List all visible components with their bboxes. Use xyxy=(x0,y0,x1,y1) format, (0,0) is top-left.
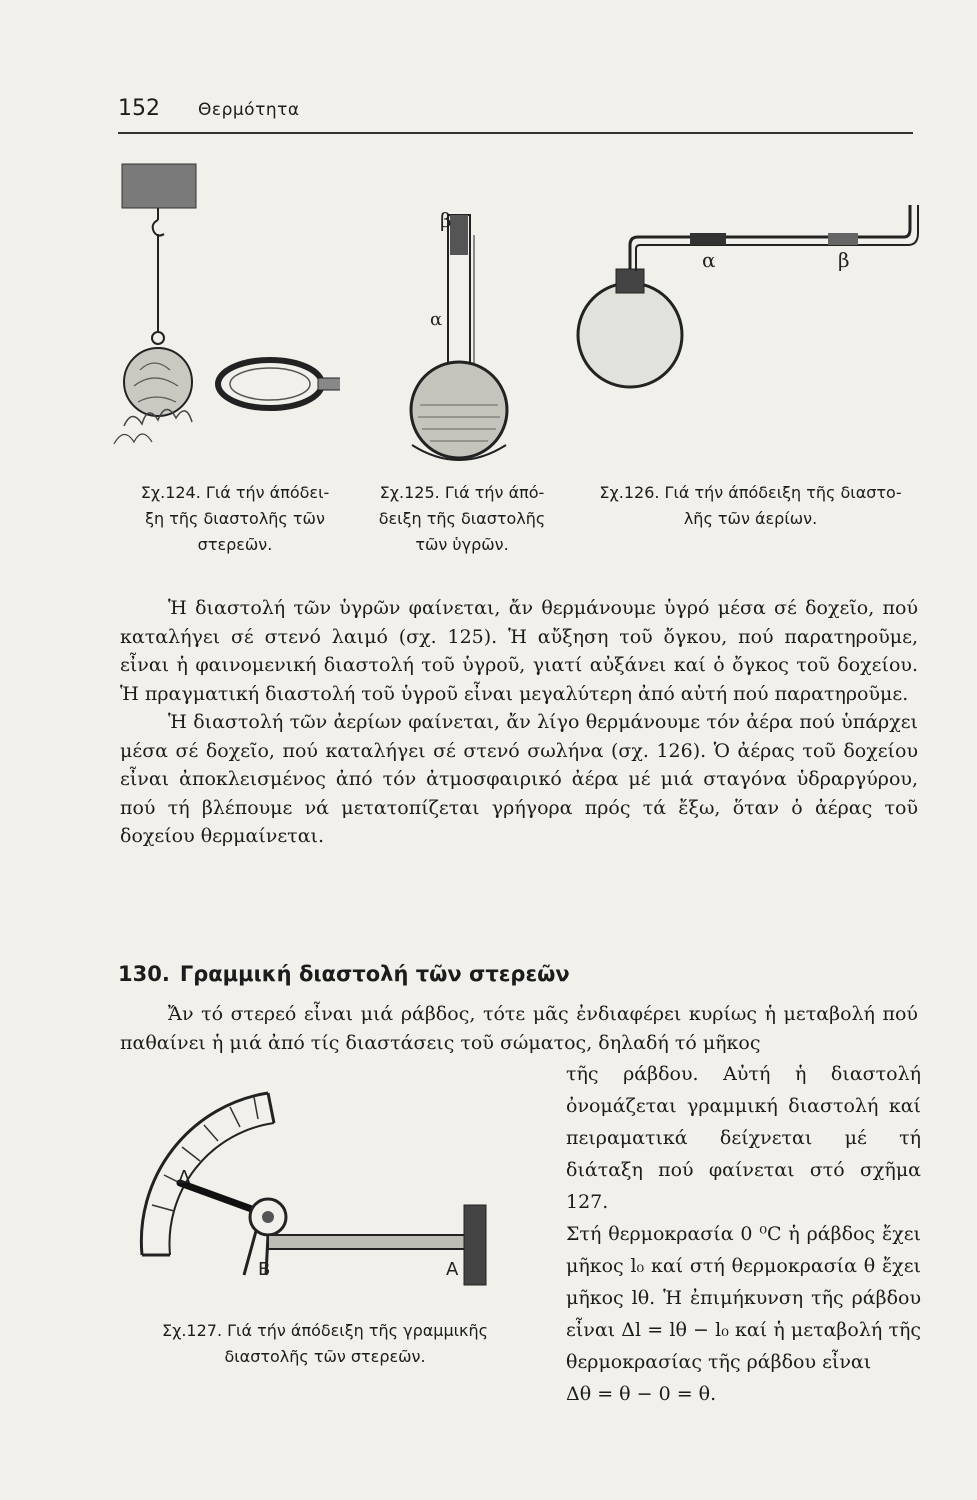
figure-127-label-b: B xyxy=(258,1259,271,1280)
paragraph-gases: Ἡ διαστολή τῶν ἀερίων φαίνεται, ἄν λίγο θερμάνουμε τόν ἀέρα πού ὑπάρχει μέσα σέ δοχεῖο, πού καταλήγει σέ στενό σωλήνα (σχ. 126). Ὁ ἀέρας τοῦ δοχείου εἶναι ἀποκλεισμένος ἀπό τόν ἀτμοσφαιρικό ἀέρα μέ μιά σταγόνα ὑδραργύρου, πού τή βλέπουμε νά μετατοπίζεται γρήγορα πρός τά ἔξω, ὅταν ὁ ἀέρας τοῦ δοχείου θερμαίνεται. xyxy=(120,711,918,847)
section-intro xyxy=(120,1000,918,1058)
paragraph-elongation: Στή θερμοκρασία 0 ⁰C ἡ ράβδος ἔχει μῆκος l₀ καί στή θερμοκρασία θ ἔχει μῆκος lθ. Ἡ ἐπιμήκυνση τῆς ράβδου εἶναι Δl = lθ − l₀ καί ἡ μεταβολή τῆς θερμοκρασίας τῆς ράβδου εἶναι xyxy=(566,1223,921,1373)
paragraph-liquids: Ἡ διαστολή τῶν ὑγρῶν φαίνεται, ἄν θερμάνουμε ὑγρό μέσα σέ δοχεῖο, πού καταλήγει σέ στενό λαιμό (σχ. 125). Ἡ αὔξηση τοῦ ὄγκου, πού παρατηροῦμε, εἶναι ἡ φαινομενική διαστολή τοῦ ὑγροῦ, γιατί αὐξάνει καί ὁ ὄγκος τοῦ δοχείου. Ἡ πραγματική διαστολή τοῦ ὑγροῦ εἶναι μεγαλύτερη ἀπό αὐτή πού παρατηροῦμε. xyxy=(120,597,918,705)
section-title: Γραμμική διαστολή τῶν στερεῶν xyxy=(179,962,570,986)
section-heading xyxy=(118,962,580,986)
figure-125-illustration xyxy=(400,195,550,475)
figure-127-illustration xyxy=(128,1085,498,1305)
figure-126-label-beta: β xyxy=(838,248,850,272)
page-number: 152 xyxy=(118,96,160,121)
figure-125-label-beta: β xyxy=(440,208,452,232)
figure-126-label-alpha: α xyxy=(702,248,716,272)
figure-124-caption: Σχ.124. Γιά τήν άπόδει- ξη τῆς διαστολῆς τῶν στερεῶν. xyxy=(140,483,330,554)
right-column-text xyxy=(566,1058,921,1410)
figure-125-label-alpha: α xyxy=(430,309,443,330)
figure-127-label-delta: Δ xyxy=(178,1167,191,1188)
equation-delta-theta: Δθ = θ − 0 = θ. xyxy=(566,1383,717,1405)
figure-126-illustration xyxy=(570,185,930,395)
figure-125-caption: Σχ.125. Γιά τήν άπό- δειξη τῆς διαστολῆς τῶν ὑγρῶν. xyxy=(378,483,546,554)
section-number: 130. xyxy=(118,962,170,986)
figure-127-label-a: A xyxy=(446,1259,459,1280)
main-text-block xyxy=(120,594,918,851)
paragraph-linear-continued: τῆς ράβδου. Αὐτή ἡ διαστολή ὀνομάζεται γραμμική διαστολή καί πειραματικά δείχνεται μέ τή διάταξη πού φαίνεται στό σχῆμα 127. xyxy=(566,1063,921,1213)
figure-126-caption: Σχ.126. Γιά τήν άπόδειξη τῆς διαστο- λῆς τῶν άερίων. xyxy=(599,483,902,528)
running-title: Θερμότητα xyxy=(198,100,300,120)
paragraph-linear-intro: Ἄν τό στερεό εἶναι μιά ράβδος, τότε μᾶς ἐνδιαφέρει κυρίως ἡ μεταβολή πού παθαίνει ἡ μιά ἀπό τίς διαστάσεις τοῦ σώματος, δηλαδή τό μῆκος xyxy=(120,1003,918,1054)
figure-124-illustration xyxy=(110,160,340,480)
figure-127-caption: Σχ.127. Γιά τήν άπόδειξη τῆς γραμμικῆς διαστολῆς τῶν στερεῶν. xyxy=(161,1321,489,1366)
page-header xyxy=(118,92,913,134)
